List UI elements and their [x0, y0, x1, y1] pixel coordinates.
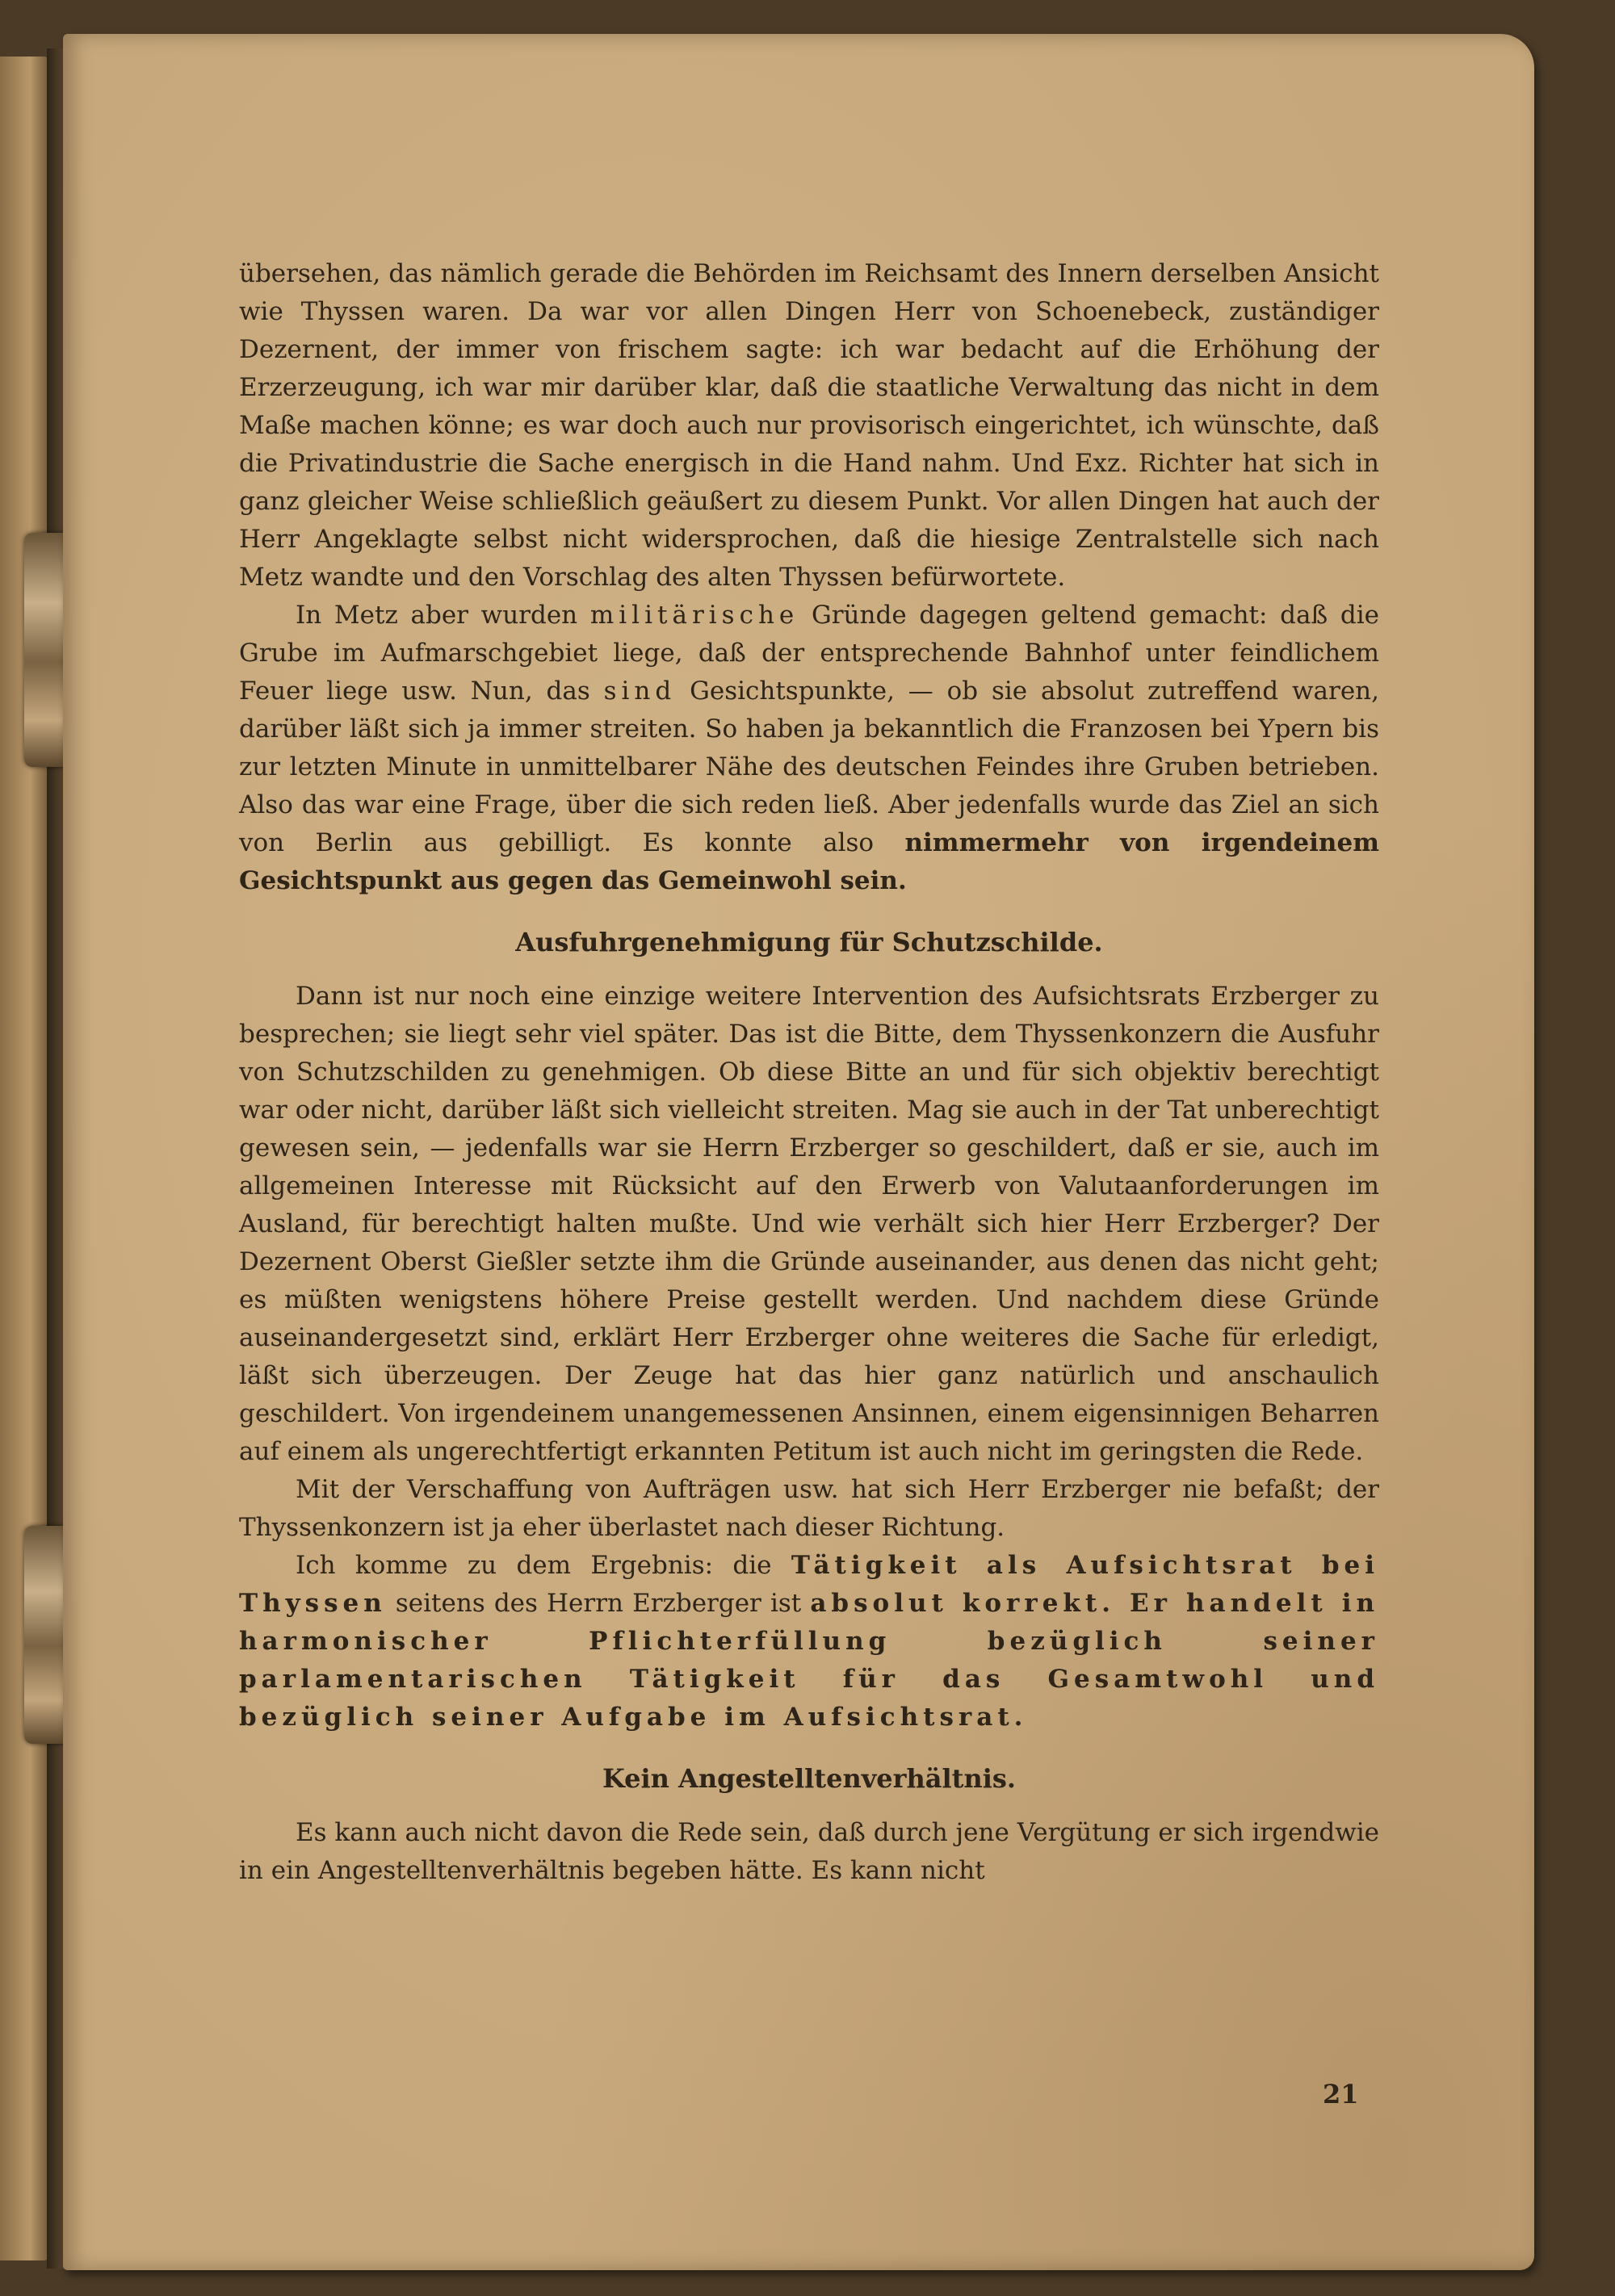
emphasis-gemeinwohl: nimmermehr von irgendeinem Gesichtspunkt aus gegen das Gemeinwohl sein.: [239, 828, 1379, 895]
paragraph-schutzschilde: Dann ist nur noch eine einzige weitere Intervention des Aufsichtsrats Erzberger zu besprechen; sie liegt sehr viel später. Das ist die Bitte, dem Thyssenkonzern die Ausfuhr von Schutzschilden zu genehmigen. Ob diese Bitte an und für sich objektiv berechtigt war oder nicht, darüber läßt sich vielleicht streiten. Mag sie auch in der Tat unberechtigt gewesen sein, — jedenfalls war sie Herrn Erzberger so geschildert, daß er sie, auch im allgemeinen Interesse mit Rücksicht auf den Erwerb von Valutaanforderungen im Ausland, für berechtigt halten mußte. Und wie verhält sich hier Herr Erzberger? Der Dezernent Oberst Gießler setzte ihm die Gründe auseinander, aus denen das nicht geht; es müßten wenigstens höhere Preise gestellt werden. Und nachdem diese Gründe auseinandergesetzt sind, erklärt Herr Erzberger ohne weiteres die Sache für erledigt, läßt sich überzeugen. Der Zeuge hat das hier ganz natürlich und anschaulich geschildert. Von irgendeinem unangemessenen Ansinnen, einem eigensinnigen Beharren auf einem als ungerechtfertigt erkannten Petitum ist auch nicht im geringsten die Rede.: [239, 982, 1379, 1466]
paragraph-verguetung: Es kann auch nicht davon die Rede sein, daß durch jene Vergütung er sich irgendwie in ein Angestelltenverhältnis begeben hätte. Es kann nicht: [239, 1818, 1379, 1885]
emphasis-korrekt: absolut korrekt. Er handelt in harmonischer Pflichterfüllung bezüglich seiner parlamentarischen Tätigkeit für das Gesamtwohl und bezüglich seiner Aufgabe im Aufsichtsrat.: [239, 1589, 1380, 1732]
paragraph-metz-part-e: Gesichtspunkte, — ob sie absolut zutreffend waren, darüber läßt sich ja immer streiten. So haben ja bekanntlich die Franzosen bei Ypern bis zur letzten Minute in unmittelbarer Nähe des deutschen Feindes ihre Gruben betrieben. Also das war eine Frage, über die sich reden ließ. Aber jedenfalls wurde das Ziel an sich von Berlin aus gebilligt. Es konnte also: [239, 677, 1379, 857]
page-number: 21: [1323, 2079, 1359, 2110]
paragraph-metz-part-a: In Metz aber wurden: [296, 601, 578, 630]
page-text: [239, 255, 1379, 1890]
paragraph-metz-part-c: Gründe dagegen geltend gemacht: daß die Grube im Aufmarschgebiet liege, daß der entsprechende Bahnhof unter feindlichem Feuer liege usw. Nun, das: [239, 601, 1379, 706]
emphasis-sind: sind: [603, 677, 677, 706]
book-page: [63, 34, 1534, 2270]
paragraph-continuation: übersehen, das nämlich gerade die Behörden im Reichsamt des Innern derselben Ansicht wie Thyssen waren. Da war vor allen Dingen Herr von Schoenebeck, zuständiger Dezernent, der immer von frischem sagte: ich war bedacht auf die Erhöhung der Erzerzeugung, ich war mir darüber klar, daß die staatliche Verwaltung das nicht in dem Maße machen könne; es war doch auch nur provisorisch eingerichtet, ich wünschte, daß die Privatindustrie die Sache energisch in die Hand nahm. Und Exz. Richter hat sich in ganz gleicher Weise schließlich geäußert zu diesem Punkt. Vor allen Dingen hat auch der Herr Angeklagte selbst nicht widersprochen, daß die hiesige Zentralstelle sich nach Metz wandte und den Vorschlag des alten Thyssen befürwortete.: [239, 259, 1379, 592]
section-heading-angestellten: Kein Angestelltenverhältnis.: [602, 1763, 1017, 1794]
paragraph-auftraege: Mit der Verschaffung von Aufträgen usw. hat sich Herr Erzberger nie befaßt; der Thyssenkonzern ist ja eher überlastet nach dieser Richtung.: [239, 1475, 1379, 1542]
section-heading-ausfuhr: Ausfuhrgenehmigung für Schutzschilde.: [515, 927, 1103, 957]
book-gutter: [47, 48, 65, 2269]
emphasis-taetigkeit: Tätigkeit als Aufsichtsrat bei Thyssen: [239, 1551, 1380, 1618]
paragraph-ergebnis-part-c: seitens des Herrn Erzberger ist: [395, 1589, 802, 1618]
paragraph-ergebnis: [239, 1547, 1379, 1737]
paragraph-ergebnis-part-a: Ich komme zu dem Ergebnis: die: [296, 1551, 772, 1580]
emphasis-militaerische: militärische: [589, 601, 799, 630]
paragraph-metz: [239, 597, 1379, 900]
left-page-edge: [0, 57, 50, 2260]
